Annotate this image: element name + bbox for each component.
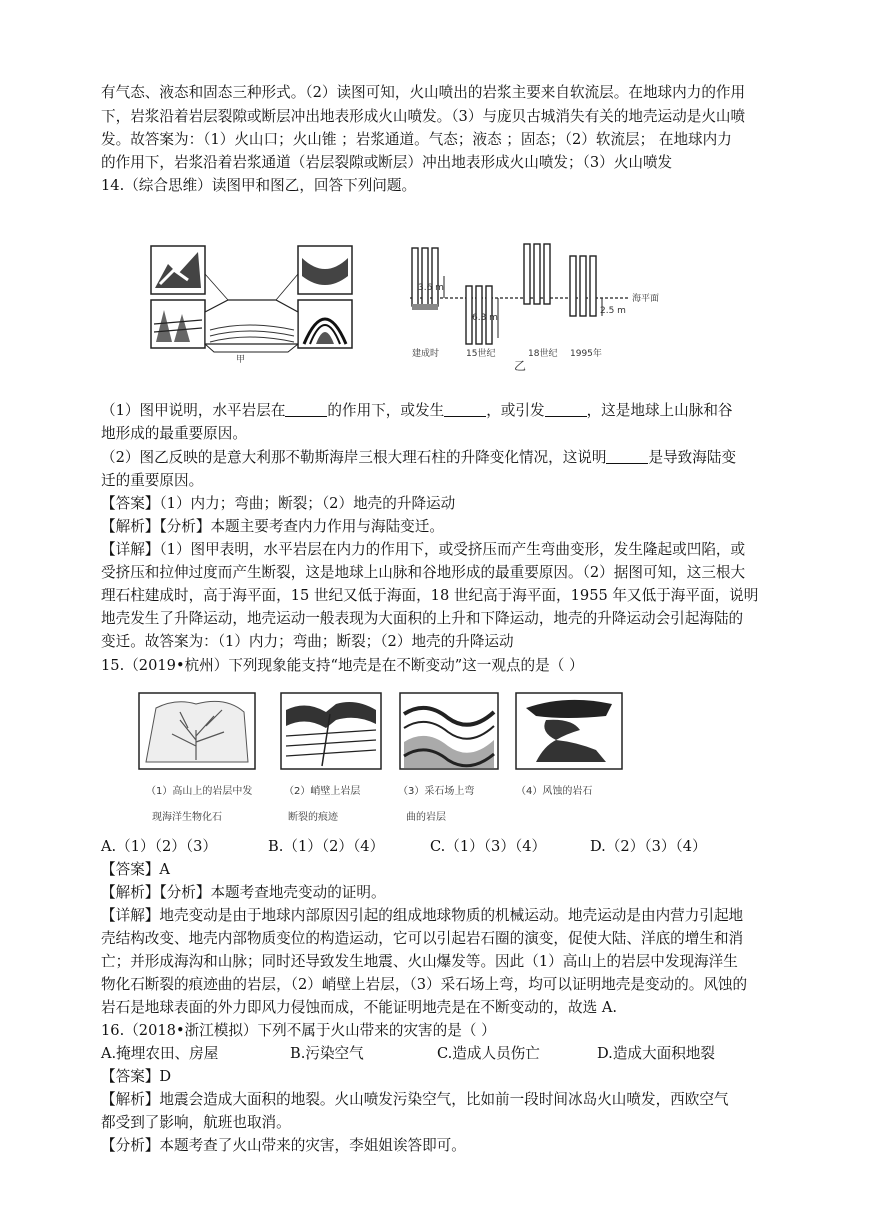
q14-detail: 受挤压和拉伸过度而产生断裂，这是地球上山脉和谷地形成的最重要原因。（2）据图可知，这三根大 [101, 564, 746, 581]
text-line: 迁的重要原因。 [101, 472, 204, 489]
q14-part1: （1）图甲说明，水平岩层在 的作用下，或发生 ，或引发 ，这是地球上山脉和谷 [101, 402, 733, 419]
figure-jia [148, 244, 358, 364]
caption-2-line-1: （2）峭壁上岩层 [284, 786, 361, 797]
time-label-3: 18世纪 [528, 349, 558, 359]
question-16-stem: 16.（2018•浙江模拟）下列不属于火山带来的灾害的是（ ） [101, 1022, 496, 1039]
height-label-3: 2.5 m [600, 306, 626, 316]
answer-blank[interactable] [606, 449, 648, 464]
q15-detail: 壳结构改变、地壳内部物质变位的构造运动，它可以引起岩石圈的演变，促使大陆、洋底的增生和消 [101, 930, 744, 947]
q15-detail: 岩石是地球表面的外力即风力侵蚀而成，不能证明地壳是在不断变动的，故选 A. [101, 999, 618, 1016]
option-a[interactable]: A.（1）（2）（3） [101, 838, 217, 855]
q14-answer: 【答案】（1）内力；弯曲；断裂；（2）地壳的升降运动 [101, 495, 456, 512]
option-d[interactable]: D.（2）（3）（4） [590, 838, 707, 855]
sea-level-label: 海平面 [632, 294, 660, 304]
caption-1-line-2: 现海洋生物化石 [152, 812, 222, 823]
option-c[interactable]: C.（1）（3）（4） [430, 838, 547, 855]
q14-detail: 变迁。故答案为：（1）内力；弯曲；断裂；（2）地壳的升降运动 [101, 633, 514, 650]
caption-3-line-1: （3）采石场上弯 [398, 786, 475, 797]
caption-4-line-1: （4）风蚀的岩石 [516, 786, 593, 797]
figure-yi [404, 242, 674, 372]
answer-blank[interactable] [444, 402, 486, 417]
caption-2-line-2: 断裂的痕迹 [288, 812, 338, 823]
height-label-1: 3.6 m [418, 283, 444, 293]
q14-analysis: 【解析】【分析】本题主要考查内力作用与海陆变迁。 [101, 518, 444, 535]
q15-detail: 【详解】地壳变动是由于地球内部原因引起的组成地球物质的机械运动。地壳运动是由内营力引起地 [101, 907, 744, 924]
text-line: 有气态、液态和固态三种形式。（2）读图可知，火山喷出的岩浆主要来自软流层。在地球内力的作用 [101, 84, 746, 101]
caption-1-line-1: （1）高山上的岩层中发 [146, 786, 253, 797]
q16-answer: 【答案】D [101, 1068, 172, 1085]
q15-analysis: 【解析】【分析】本题考查地壳变动的证明。 [101, 884, 386, 901]
q16-detail: 【解析】地震会造成大面积的地裂。火山喷发污染空气，比如前一段时间冰岛火山喷发，西欧空气 [101, 1091, 729, 1108]
question-14-stem: 14.（综合思维）读图甲和图乙，回答下列问题。 [101, 177, 417, 194]
q16-detail: 【分析】本题考查了火山带来的灾害，李姐姐诶答即可。 [101, 1137, 466, 1154]
text-line: 地形成的最重要原因。 [101, 425, 247, 442]
text-line: 发。故答案为：（1）火山口；火山锥 ；岩浆通道。气态；液态 ；固态；（2）软流层； 在地球内力 [101, 131, 732, 148]
option-c[interactable]: C.造成人员伤亡 [437, 1045, 540, 1062]
question-15-stem: 15.（2019•杭州）下列现象能支持“地壳是在不断变动”这一观点的是（ ） [101, 657, 584, 674]
q14-detail: 理石柱建成时，高于海平面，15 世纪又低于海面，18 世纪高于海平面，1955 年又低于海平面，说明 [101, 587, 759, 604]
q14-detail: 【详解】（1）图甲表明，水平岩层在内力的作用下，或受挤压而产生弯曲变形，发生隆起或凹陷，或 [101, 541, 746, 558]
q15-answer: 【答案】A [101, 861, 170, 878]
option-a[interactable]: A.掩埋农田、房屋 [101, 1045, 219, 1062]
time-label-2: 15世纪 [466, 349, 496, 359]
figure-jia-label: 甲 [236, 355, 246, 364]
q14-detail: 地壳发生了升降运动，地壳运动一般表现为大面积的上升和下降运动，地壳的升降运动会引起海陆的 [101, 610, 744, 627]
caption-3-line-2: 曲的岩层 [406, 812, 446, 823]
figure-yi-label: 乙 [514, 359, 527, 372]
figure-q15 [136, 690, 626, 830]
option-d[interactable]: D.造成大面积地裂 [597, 1045, 715, 1062]
q15-detail: 亡；并形成海沟和山脉；同时还导致发生地震、火山爆发等。因此（1）高山上的岩层中发现海洋生 [101, 953, 738, 970]
answer-blank[interactable] [285, 402, 327, 417]
text-line: 的作用下，岩浆沿着岩浆通道（岩层裂隙或断层）冲出地表形成火山喷发；（3）火山喷发 [101, 154, 673, 171]
q16-detail: 都受到了影响，航班也取消。 [101, 1114, 291, 1131]
option-b[interactable]: B.污染空气 [290, 1045, 364, 1062]
time-label-4: 1995年 [570, 349, 602, 359]
height-label-2: 6.3 m [472, 313, 498, 323]
q15-detail: 物化石断裂的痕迹曲的岩层，（2）峭壁上岩层，（3）采石场上弯，均可以证明地壳是变动的。风蚀的 [101, 976, 748, 993]
q14-part2: （2）图乙反映的是意大利那不勒斯海岸三根大理石柱的升降变化情况，这说明 是导致海陆变 [101, 449, 737, 466]
time-label-1: 建成时 [412, 349, 440, 359]
answer-blank[interactable] [545, 402, 587, 417]
text-line: 下，岩浆沿着岩层裂隙或断层冲出地表形成火山喷发。（3）与庞贝古城消失有关的地壳运动是火山喷 [101, 108, 746, 125]
option-b[interactable]: B.（1）（2）（4） [268, 838, 385, 855]
